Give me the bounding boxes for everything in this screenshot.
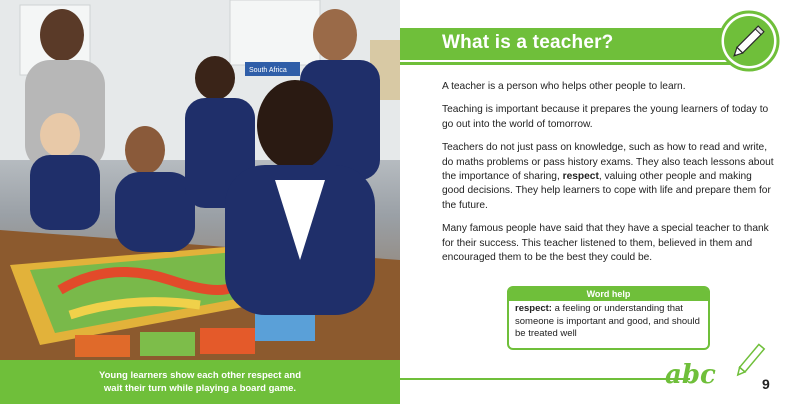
word-help-definition	[515, 303, 703, 341]
page-number: 9	[762, 376, 770, 392]
paragraph-3-before: Teachers do not just pass on knowledge, such as how to read and write, do maths problems or pass history exams. They also teach lessons about the importance of sharing,	[442, 142, 774, 183]
word-help-heading: Word help	[509, 288, 708, 301]
classroom-photo-illustration	[0, 0, 400, 360]
word-help-box	[507, 286, 710, 350]
photo-caption-text: Young learners show each other respect and wait their turn while playing a board game.	[98, 370, 302, 394]
abc-logo: abc	[665, 360, 716, 390]
footer-line	[400, 378, 690, 380]
respect-keyword: respect	[562, 171, 599, 183]
title-bar	[400, 28, 725, 60]
photo-caption	[0, 360, 400, 404]
paragraph-4: Many famous people have said that they have a special teacher to thank for their success. This teacher listened to them, believed in them and encouraged them to be the best they could be.	[442, 223, 769, 264]
page-title: What is a teacher?	[442, 32, 614, 53]
paragraph-3	[442, 141, 777, 213]
paragraph-3-after: , valuing other people and making good decisions. They help learners to cope with life and prepare them for the future.	[442, 171, 771, 211]
pencil-icon	[718, 10, 780, 72]
paragraph-2: Teaching is important because it prepares the young learners of today to go out into the world of tomorrow.	[442, 104, 769, 130]
main-text	[442, 80, 777, 274]
classroom-photo	[0, 0, 400, 360]
word-help-definition-text: a feeling or understanding that someone is important and good, and should be treated well	[515, 303, 700, 339]
word-help-term: respect:	[515, 303, 552, 314]
paragraph-1: A teacher is a person who helps other people to learn.	[442, 81, 686, 92]
title-underline	[400, 62, 730, 65]
poster-banner-text: South Africa	[249, 67, 287, 74]
